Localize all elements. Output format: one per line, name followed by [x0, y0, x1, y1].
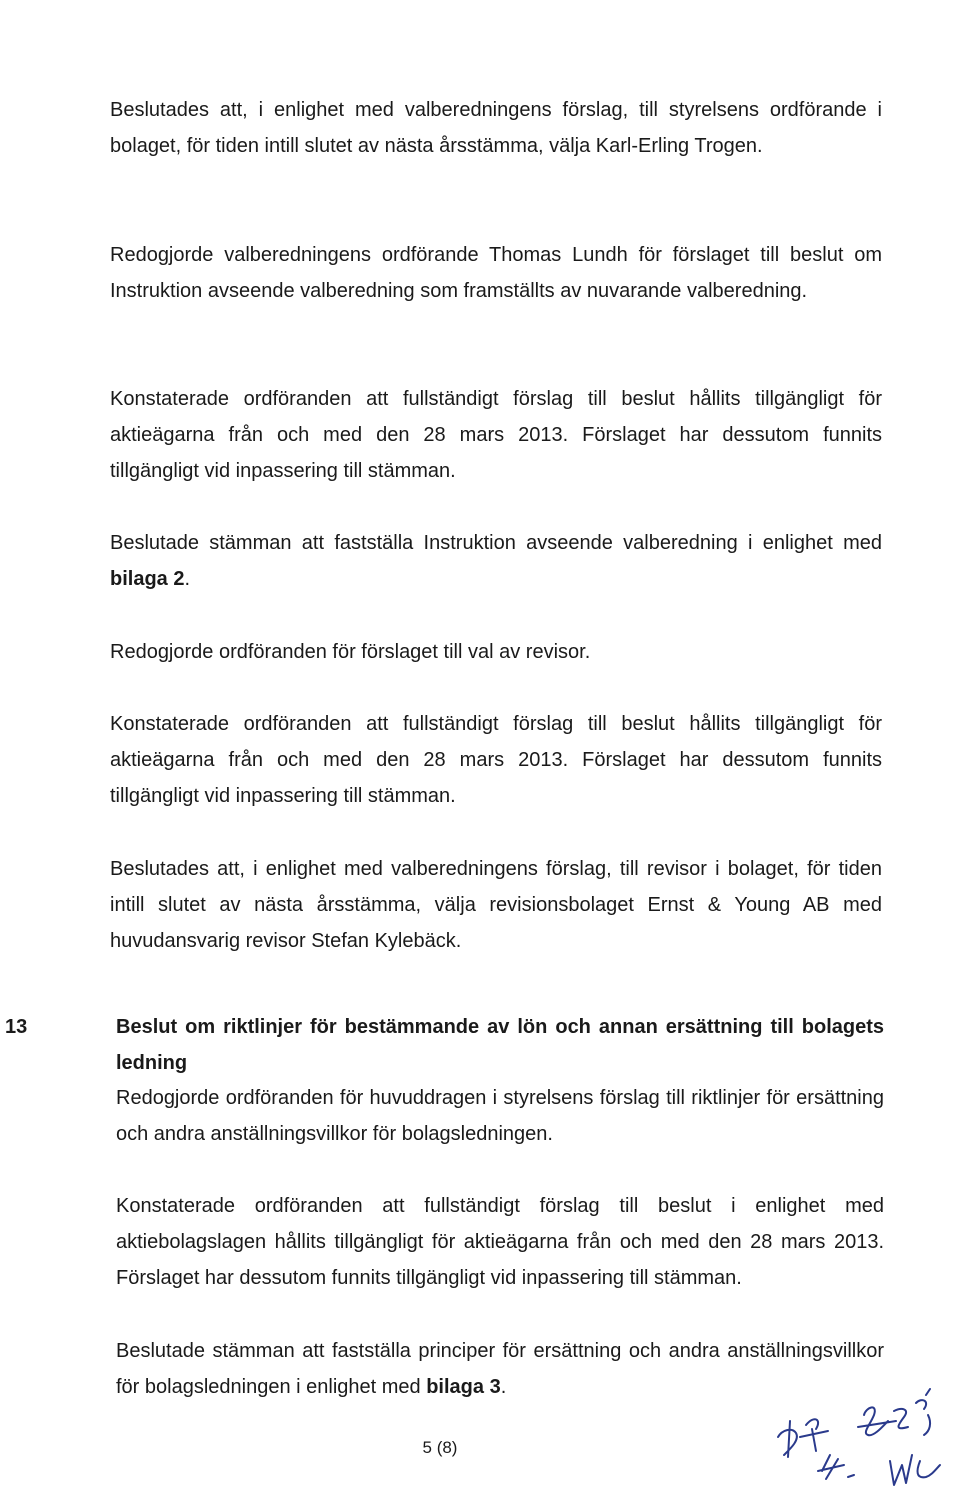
section-heading: Beslut om riktlinjer för bestämmande av lön och annan ersättning till bolagets ledning [116, 1016, 884, 1074]
section-number: 13 [5, 1016, 28, 1038]
initials-stroke [864, 1407, 888, 1435]
paragraph-nomination-instruction-proposal: Redogjorde valberedningens ordförande Thomas Lundh för förslaget till beslut om Instruktion avseende valberedning som framställts av nuvarande valberedning. [110, 244, 882, 302]
paragraph-text: Beslutade stämman att fastställa Instruktion avseende valberedning i enlighet med [110, 532, 882, 554]
initials-stroke [848, 1475, 854, 1477]
paragraph-proposal-availability-2: Konstaterade ordföranden att fullständigt förslag till beslut hållits tillgängligt för aktieägarna från och med den 28 mars 2013. Förslaget har dessutom funnits tillgängligt vid inpassering till stämman. [110, 713, 882, 807]
paragraph-chair-election: Beslutades att, i enlighet med valberedningens förslag, till styrelsens ordförande i bolaget, för tiden intill slutet av nästa årsstämma, välja Karl-Erling Trogen. [110, 99, 882, 157]
initials-stroke [788, 1421, 790, 1457]
paragraph-auditor-election: Beslutades att, i enlighet med valberedningens förslag, till revisor i bolaget, för tiden intill slutet av nästa årsstämma, välja revisionsbolaget Ernst & Young AB med huvudansvarig revisor Stefan Kylebäck. [110, 858, 882, 952]
paragraph-auditor-proposal: Redogjorde ordföranden för förslaget till val av revisor. [110, 641, 591, 663]
page-number: 5 (8) [422, 1438, 458, 1457]
initials-stroke [818, 1455, 844, 1479]
paragraph-text-end: . [184, 568, 191, 590]
appendix-reference: bilaga 3 [426, 1376, 501, 1398]
paragraph-instruction-resolution [110, 525, 882, 597]
initials-stroke [890, 1455, 912, 1485]
initials-stroke [924, 1415, 930, 1435]
paragraph-text: Beslutade stämman att fastställa principer för ersättning och andra anställningsvillkor för bolagsledningen i enlighet med [116, 1340, 884, 1398]
paragraph-remuneration-proposal: Redogjorde ordföranden för huvuddragen i styrelsens förslag till riktlinjer för ersättning och andra anställningsvillkor för bolagsledningen. [116, 1087, 884, 1145]
handwritten-initials [770, 1385, 950, 1495]
appendix-reference: bilaga 2 [110, 568, 185, 590]
paragraph-proposal-availability-3: Konstaterade ordföranden att fullständigt förslag till beslut i enlighet med aktiebolagslagen hållits tillgängligt för aktieägarna från och med den 28 mars 2013. Förslaget har dessutom funnits tillgängligt vid inpassering till stämman. [116, 1195, 884, 1289]
initials-stroke [918, 1461, 940, 1477]
paragraph-remuneration-resolution [116, 1333, 884, 1405]
initials-stroke [800, 1419, 828, 1451]
paragraph-proposal-availability-1: Konstaterade ordföranden att fullständigt förslag till beslut hållits tillgängligt för aktieägarna från och med den 28 mars 2013. Förslaget har dessutom funnits tillgängligt vid inpassering till stämman. [110, 388, 882, 482]
paragraph-text-end: . [500, 1376, 507, 1398]
initials-stroke [894, 1409, 908, 1428]
initials-stroke [916, 1389, 930, 1409]
initials-stroke [858, 1421, 896, 1427]
